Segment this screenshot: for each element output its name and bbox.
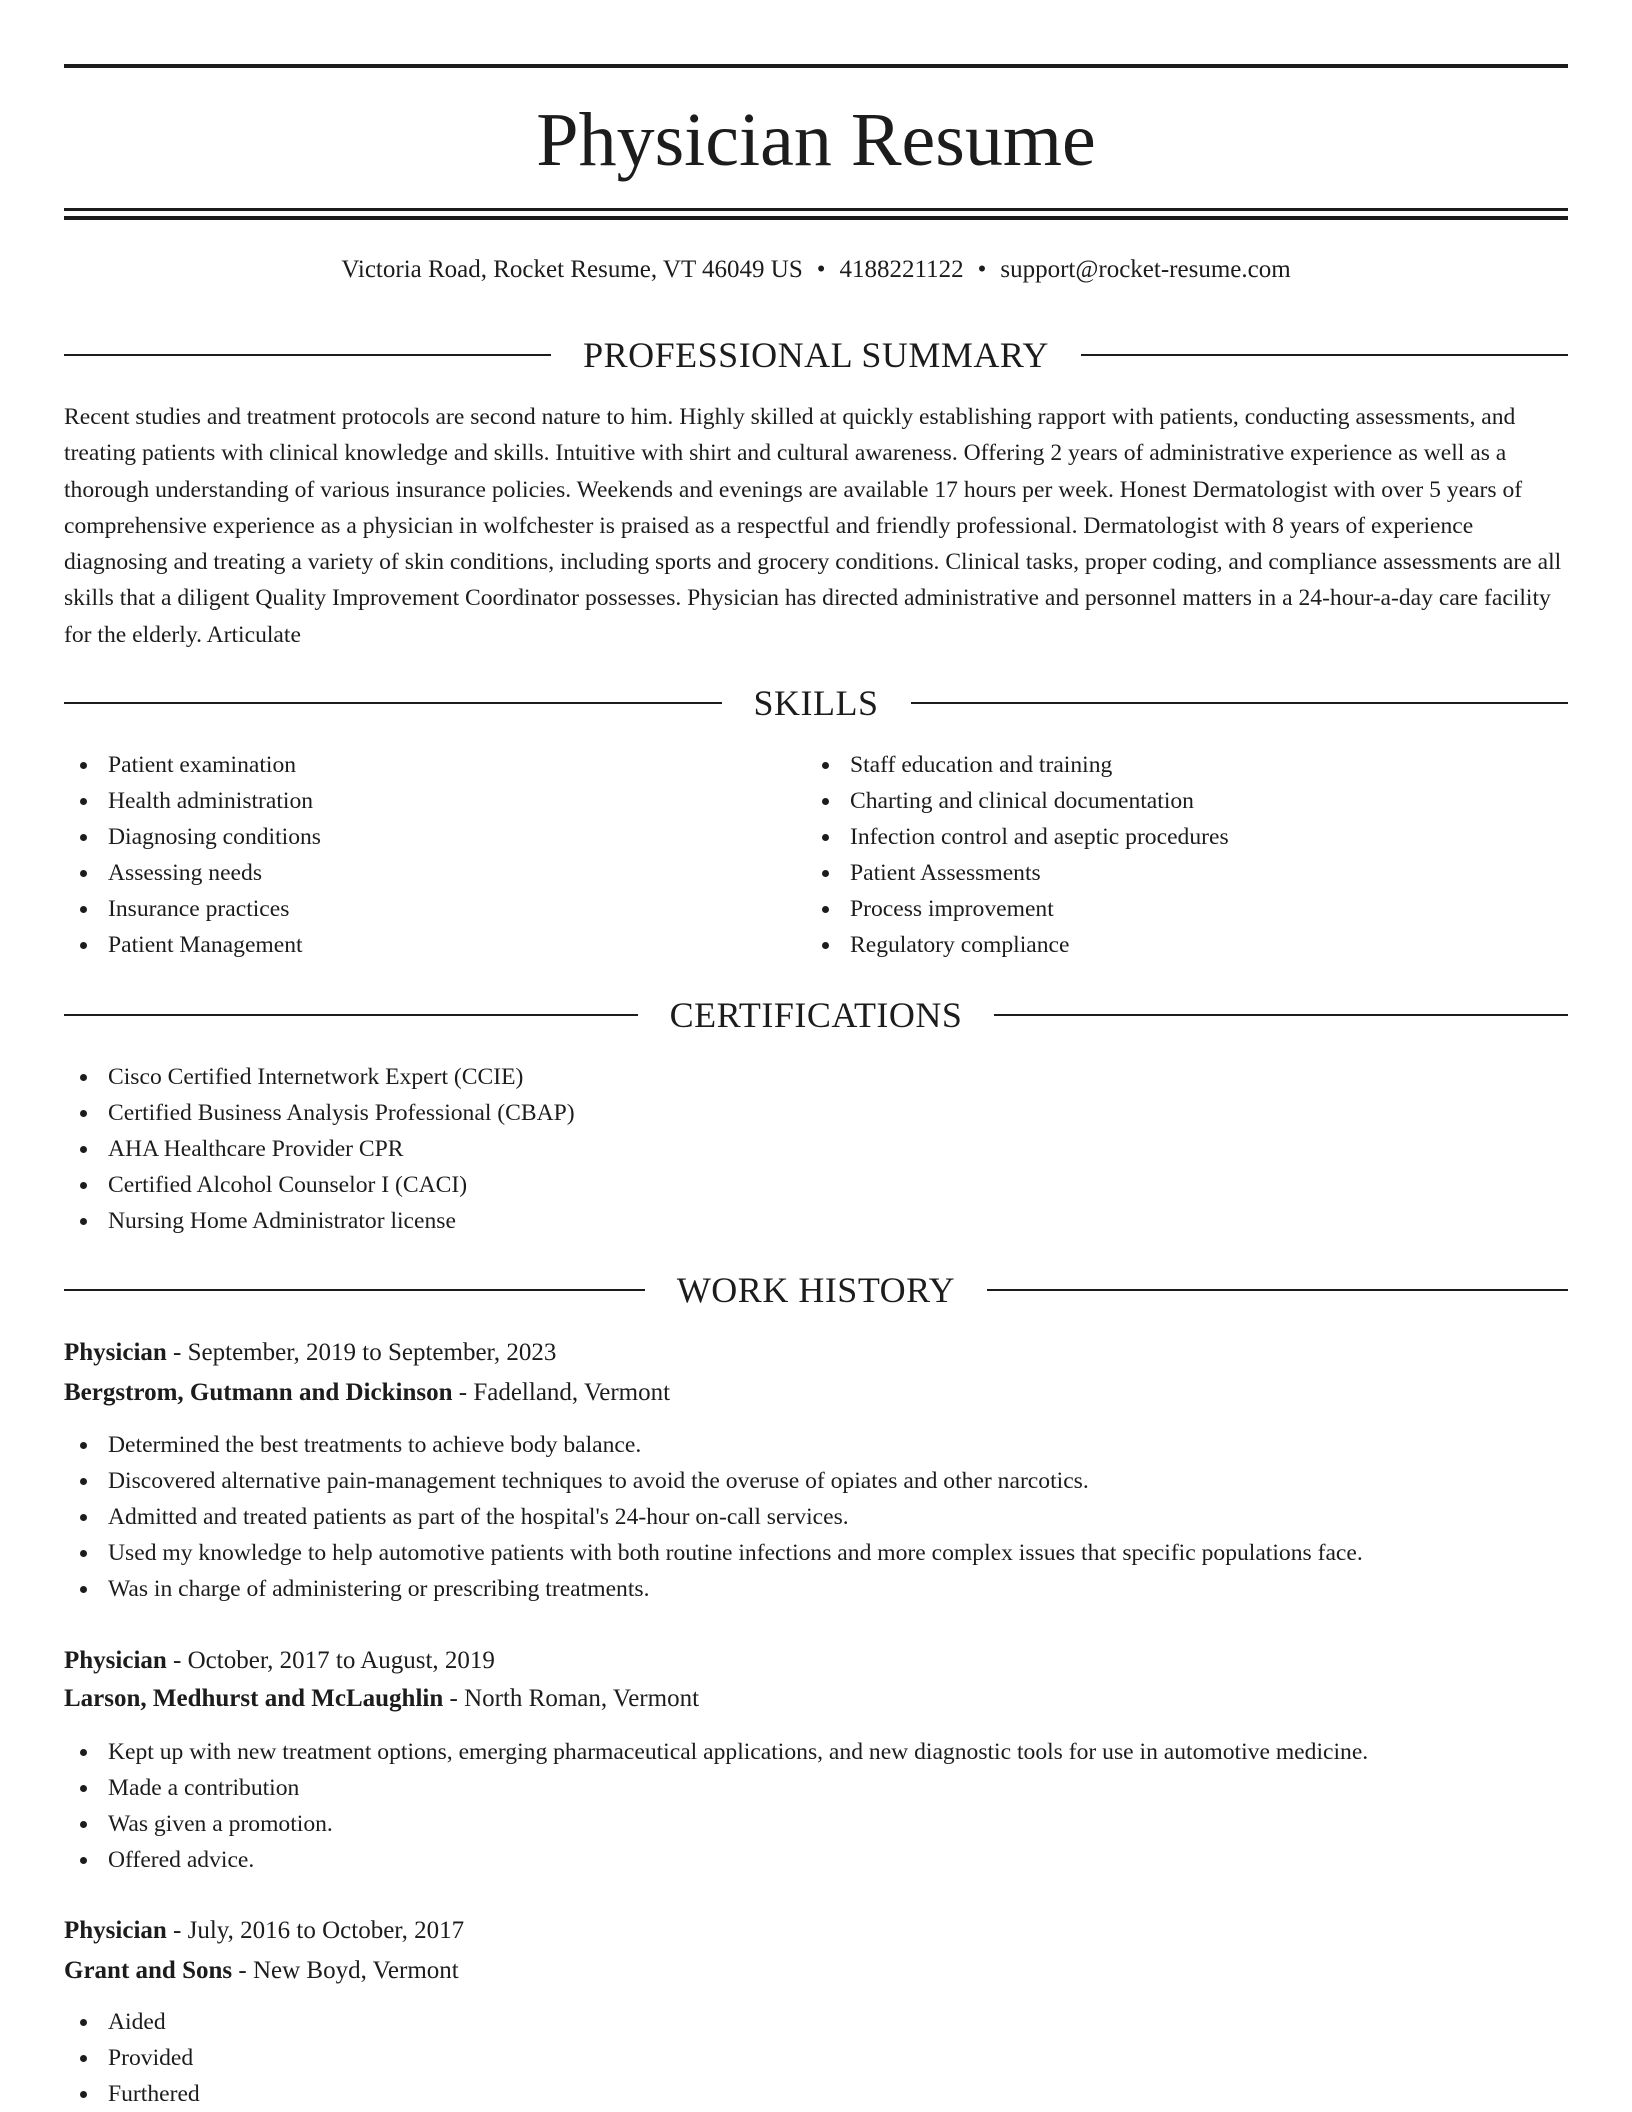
heading-rule-right: [987, 1289, 1568, 1291]
job-bullets: [64, 1427, 1363, 1607]
skill-item: Infection control and aseptic procedures: [806, 819, 1229, 855]
job-company-line: [64, 1953, 459, 1989]
work-history-heading: [64, 1268, 1568, 1312]
contact-separator: •: [816, 256, 826, 283]
skills-heading-label: SKILLS: [753, 683, 879, 723]
certification-item: Nursing Home Administrator license: [64, 1203, 575, 1239]
job-title: Physician: [64, 1339, 167, 1366]
job-bullet: Was in charge of administering or prescribing treatments.: [64, 1571, 1363, 1607]
certifications-heading-label: CERTIFICATIONS: [669, 995, 963, 1035]
skills-heading: [64, 681, 1568, 725]
skill-item: Assessing needs: [64, 855, 321, 891]
job-bullet: Provided: [64, 2040, 200, 2076]
skill-item: Health administration: [64, 783, 321, 819]
contact-separator: •: [977, 256, 987, 283]
job-company-line: [64, 1681, 699, 1717]
contact-phone: 4188221122: [839, 256, 964, 283]
heading-rule-left: [64, 702, 722, 704]
skill-item: Regulatory compliance: [806, 927, 1229, 963]
job-bullets: [64, 2004, 200, 2112]
job-title-line: [64, 1643, 495, 1679]
job-company: Grant and Sons: [64, 1957, 233, 1984]
page-title: Physician Resume: [536, 98, 1096, 182]
title-rule-upper: [64, 208, 1568, 211]
job-bullet: Aided: [64, 2004, 200, 2040]
summary-text: Recent studies and treatment protocols are second nature to him. Highly skilled at quickly establishing rapport with patients, conducting assessments, and treating patients with clinical knowledge and skills. Intuitive with shirt and cultural awareness. Offering 2 years of administrative experience as well as a thorough understanding of various insurance policies. Weekends and evenings are available 17 hours per week. Honest Dermatologist with over 5 years of comprehensive experience as a physician in wolfchester is praised as a respectful and friendly professional. Dermatologist with 8 years of experience diagnosing and treating a variety of skin conditions, including sports and grocery conditions. Clinical tasks, proper coding, and compliance assessments are all skills that a diligent Quality Improvement Coordinator possesses. Physician has directed administrative and personnel matters in a 24-hour-a-day care facility for the elderly. Articulate: [64, 404, 1562, 648]
certification-item: Cisco Certified Internetwork Expert (CCIE): [64, 1059, 575, 1095]
skill-item: Patient examination: [64, 747, 321, 783]
job-bullet: Determined the best treatments to achieve body balance.: [64, 1427, 1363, 1463]
heading-rule-left: [64, 1014, 638, 1016]
job-title: Physician: [64, 1647, 167, 1674]
title-rule-lower: [64, 216, 1568, 220]
job-title-line: [64, 1335, 556, 1371]
top-rule: [64, 64, 1568, 68]
skill-item: Insurance practices: [64, 891, 321, 927]
job-bullet: Made a contribution: [64, 1770, 1368, 1806]
certification-item: Certified Business Analysis Professional (CBAP): [64, 1095, 575, 1131]
certifications-heading: [64, 993, 1568, 1037]
skills-list-left: [64, 747, 321, 963]
certifications-list: [64, 1059, 575, 1239]
summary-heading: [64, 333, 1568, 377]
job-dates: - October, 2017 to August, 2019: [166, 1647, 495, 1674]
contact-email: support@rocket-resume.com: [1000, 256, 1291, 283]
job-bullet: Used my knowledge to help automotive patients with both routine infections and more complex issues that specific populations face.: [64, 1535, 1363, 1571]
contact-line: [64, 253, 1568, 287]
heading-rule-left: [64, 354, 551, 356]
skill-item: Process improvement: [806, 891, 1229, 927]
job-title-line: [64, 1913, 464, 1949]
job-bullet: Kept up with new treatment options, emerging pharmaceutical applications, and new diagnostic tools for use in automotive medicine.: [64, 1734, 1368, 1770]
job-bullet: Offered advice.: [64, 1842, 1368, 1878]
job-bullet: Discovered alternative pain-management techniques to avoid the overuse of opiates and other narcotics.: [64, 1463, 1363, 1499]
job-company-line: [64, 1375, 670, 1411]
heading-rule-right: [1081, 354, 1568, 356]
contact-address: Victoria Road, Rocket Resume, VT 46049 US: [341, 256, 803, 283]
job-bullet: Furthered: [64, 2076, 200, 2112]
skill-item: Patient Management: [64, 927, 321, 963]
job-dates: - September, 2019 to September, 2023: [166, 1339, 557, 1366]
job-company: Larson, Medhurst and McLaughlin: [64, 1685, 444, 1712]
skill-item: Patient Assessments: [806, 855, 1229, 891]
skill-item: Staff education and training: [806, 747, 1229, 783]
skills-list-right: [806, 747, 1229, 963]
job-location: - New Boyd, Vermont: [232, 1957, 459, 1984]
skill-item: Diagnosing conditions: [64, 819, 321, 855]
job-title: Physician: [64, 1917, 167, 1944]
skill-item: Charting and clinical documentation: [806, 783, 1229, 819]
summary-heading-label: PROFESSIONAL SUMMARY: [583, 335, 1049, 375]
work-history-heading-label: WORK HISTORY: [676, 1270, 956, 1310]
job-location: - Fadelland, Vermont: [452, 1379, 671, 1406]
job-company: Bergstrom, Gutmann and Dickinson: [64, 1379, 453, 1406]
certification-item: AHA Healthcare Provider CPR: [64, 1131, 575, 1167]
job-bullet: Admitted and treated patients as part of the hospital's 24-hour on-call services.: [64, 1499, 1363, 1535]
job-dates: - July, 2016 to October, 2017: [166, 1917, 465, 1944]
certification-item: Certified Alcohol Counselor I (CACI): [64, 1167, 575, 1203]
heading-rule-right: [994, 1014, 1568, 1016]
job-bullet: Was given a promotion.: [64, 1806, 1368, 1842]
job-location: - North Roman, Vermont: [443, 1685, 700, 1712]
heading-rule-right: [911, 702, 1569, 704]
heading-rule-left: [64, 1289, 645, 1291]
job-bullets: [64, 1734, 1368, 1878]
